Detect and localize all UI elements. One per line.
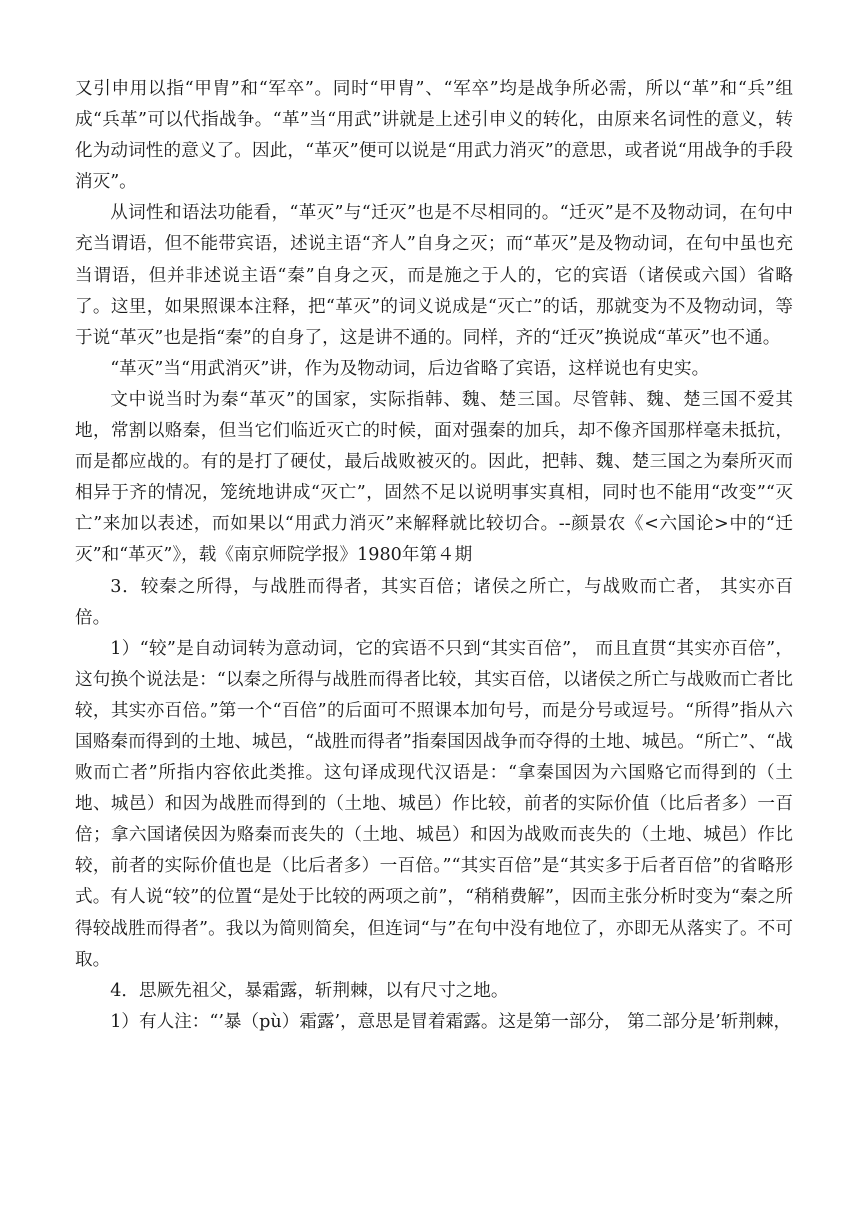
paragraph-1: 又引申用以指“甲胄”和“军卒”。同时“甲胄”、“军卒”均是战争所必需，所以“革”和“兵”组成“兵革”可以代指战争。“革”当“用武”讲就是上述引申义的转化，由原来名词性的意义，转化为动词性的意义了。因此，“革灭”便可以说是“用武力消灭”的意思，或者说“用战争的手段消灭”。 [75, 79, 793, 193]
paragraph-8: 1）有人注：“’暴（pù）霜露’，意思是冒着霜露。这是第一部分， 第二部分是’斩荆棘， [110, 1011, 792, 1032]
paragraph-3: “革灭”当“用武消灭”讲，作为及物动词，后边省略了宾语，这样说也有史实。 [110, 358, 710, 379]
paragraph-2: 从词性和语法功能看，“革灭”与“迁灭”也是不尽相同的。“迁灭”是不及物动词，在句中充当谓语，但不能带宾语，述说主语“齐人”自身之灭；而“革灭”是及物动词，在句中虽也充当谓语，但并非述说主语“秦”自身之灭，而是施之于人的，它的宾语（诸侯或六国）省略了。这里，如果照课本注释，把“革灭”的词义说成是“灭亡”的话，那就变为不及物动词，等于说“革灭”也是指“秦”的自身了，这是讲不通的。同样，齐的“迁灭”换说成“革灭”也不通。 [75, 203, 793, 348]
paragraph-5: 3．较秦之所得，与战胜而得者，其实百倍；诸侯之所亡，与战败而亡者， 其实亦百倍。 [75, 576, 793, 628]
paragraph-7: 4．思厥先祖父，暴霜露，斩荆棘，以有尺寸之地。 [110, 980, 509, 1001]
paragraph-4: 文中说当时为秦“革灭”的国家，实际指韩、魏、楚三国。尽管韩、魏、楚三国不爱其地，常割以赂秦，但当它们临近灭亡的时候，面对强秦的加兵，却不像齐国那样毫未抵抗，而是都应战的。有的是打了硬仗，最后战败被灭的。因此，把韩、魏、楚三国之为秦所灭而相异于齐的情况，笼统地讲成“灭亡”，固然不足以说明事实真相，同时也不能用“改变”“灭亡”来加以表述，而如果以“用武力消灭”来解释就比较切合。--颜景农《<六国论>中的“迁灭”和“革灭”》，载《南京师院学报》1980年第４期 [75, 389, 793, 566]
paragraph-6: 1）“较”是自动词转为意动词，它的宾语不只到“其实百倍”， 而且直贯“其实亦百倍”，这句换个说法是：“以秦之所得与战胜而得者比较，其实百倍，以诸侯之所亡与战败而亡者比较，其实亦百倍。”第一个“百倍”的后面可不照课本加句号，而是分号或逗号。“所得”指从六国赂秦而得到的土地、城邑，“战胜而得者”指秦国因战争而夺得的土地、城邑。“所亡”、“战败而亡者”所指内容依此类推。这句译成现代汉语是：“拿秦国因为六国赂它而得到的（土地、城邑）和因为战胜而得到的（土地、城邑）作比较，前者的实际价值（比后者多）一百倍；拿六国诸侯因为赂秦而丧失的（土地、城邑）和因为战败而丧失的（土地、城邑）作比较，前者的实际价值也是（比后者多）一百倍。”“其实百倍”是“其实多于后者百倍”的省略形式。有人说“较”的位置“是处于比较的两项之前”，“稍稍费解”，因而主张分析时变为“秦之所得较战胜而得者”。我以为简则简矣，但连词“与”在句中没有地位了，亦即无从落实了。不可取。 [75, 638, 793, 970]
document-body [75, 74, 793, 1038]
